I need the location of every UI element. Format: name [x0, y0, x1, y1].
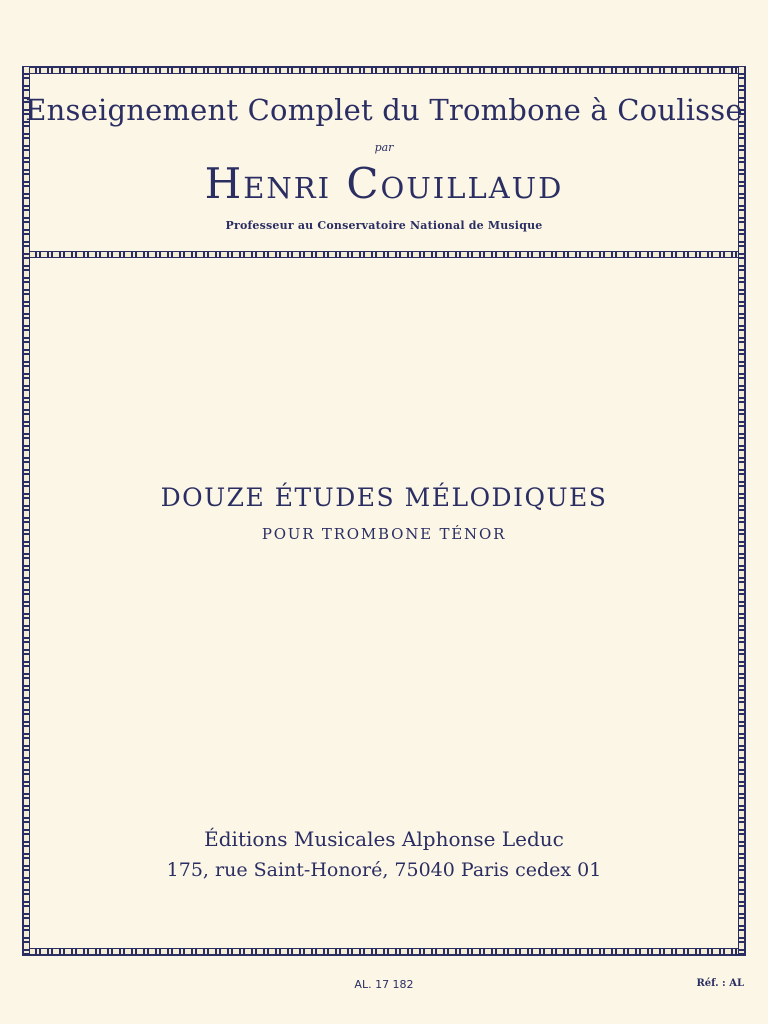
- decorative-frame: [22, 66, 746, 956]
- publisher-address: 175, rue Saint-Honoré, 75040 Paris cedex 01: [166, 859, 602, 881]
- frame-header-divider: [23, 251, 745, 258]
- author-title: Professeur au Conservatoire National de Musique: [225, 219, 543, 232]
- work-title: DOUZE ÉTUDES MÉLODIQUES: [160, 483, 608, 512]
- frame-border-top: [23, 67, 745, 74]
- frame-border-bottom: [23, 948, 745, 955]
- work-subtitle: POUR TROMBONE TÉNOR: [261, 525, 507, 543]
- author-name: Henri Couillaud: [204, 159, 564, 208]
- series-title: Enseignement Complet du Trombone à Coulisse: [25, 93, 743, 127]
- reference-code: Réf. : AL: [696, 978, 744, 989]
- catalog-number: AL. 17 182: [354, 978, 414, 991]
- publisher-name: Éditions Musicales Alphonse Leduc: [204, 827, 564, 851]
- by-label: par: [374, 141, 394, 154]
